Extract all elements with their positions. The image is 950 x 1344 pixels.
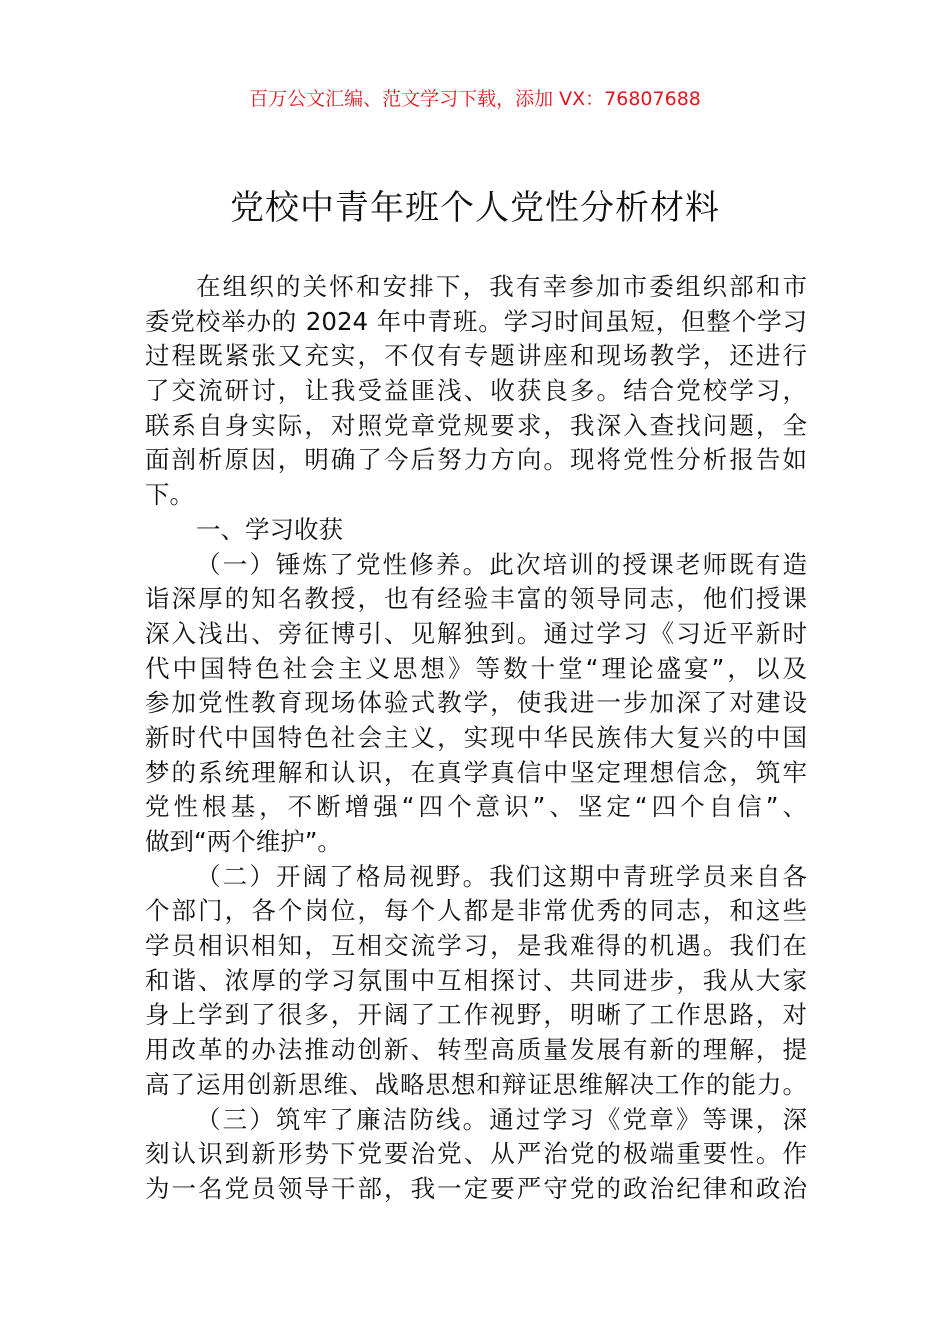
text-line: 代中国特色社会主义思想》等数十堂“理论盛宴”，以及 [145, 653, 807, 683]
text-line: 高了运用创新思维、战略思想和辩证思维解决工作的能力。 [145, 1069, 807, 1099]
text-line: （三）筑牢了廉洁防线。通过学习《党章》等课，深 [196, 1104, 807, 1134]
download-banner: 百万公文汇编、范文学习下载，添加 VX：76807688 [249, 88, 701, 110]
text-line: 身上学到了很多，开阔了工作视野，明晰了工作思路，对 [145, 1000, 807, 1030]
text-line: 做到“两个维护”。 [145, 827, 342, 856]
text-line: 用改革的办法推动创新、转型高质量发展有新的理解，提 [145, 1035, 807, 1065]
text-line: 面剖析原因，明确了今后努力方向。现将党性分析报告如 [145, 445, 807, 475]
text-line: 在组织的关怀和安排下，我有幸参加市委组织部和市 [196, 272, 807, 301]
text-line: 个部门，各个岗位，每个人都是非常优秀的同志，和这些 [145, 896, 807, 926]
text-line: 委党校举办的 2024 年中青班。学习时间虽短，但整个学习 [145, 306, 807, 336]
text-line: 为一名党员领导干部，我一定要严守党的政治纪律和政治 [145, 1173, 807, 1203]
text-line: 过程既紧张又充实，不仅有专题讲座和现场教学，还进行 [145, 341, 807, 371]
document-body [145, 270, 807, 1207]
text-line: 下。 [145, 480, 194, 510]
text-line: 参加党性教育现场体验式教学，使我进一步加深了对建设 [145, 688, 807, 718]
text-line: （二）开阔了格局视野。我们这期中青班学员来自各 [196, 861, 807, 891]
text-line: 深入浅出、旁征博引、见解独到。通过学习《习近平新时 [145, 618, 807, 648]
text-line: 梦的系统理解和认识，在真学真信中坚定理想信念，筑牢 [145, 757, 807, 787]
text-line: 学员相识相知，互相交流学习，是我难得的机遇。我们在 [145, 931, 807, 961]
document-title: 党校中青年班个人党性分析材料 [230, 188, 720, 228]
text-line: 新时代中国特色社会主义，实现中华民族伟大复兴的中国 [145, 722, 807, 752]
text-line: 党性根基，不断增强“四个意识”、坚定“四个自信”、 [145, 792, 807, 822]
text-line: 刻认识到新形势下党要治党、从严治党的极端重要性。作 [145, 1139, 807, 1169]
text-line: 了交流研讨，让我受益匪浅、收获良多。结合党校学习， [145, 376, 807, 406]
text-line: 和谐、浓厚的学习氛围中互相探讨、共同进步，我从大家 [145, 965, 807, 995]
text-line: 一、学习收获 [196, 514, 343, 544]
text-line: 诣深厚的知名教授，也有经验丰富的领导同志，他们授课 [145, 584, 807, 614]
text-line: （一）锤炼了党性修养。此次培训的授课老师既有造 [196, 549, 807, 579]
text-line: 联系自身实际，对照党章党规要求，我深入查找问题，全 [145, 410, 807, 440]
